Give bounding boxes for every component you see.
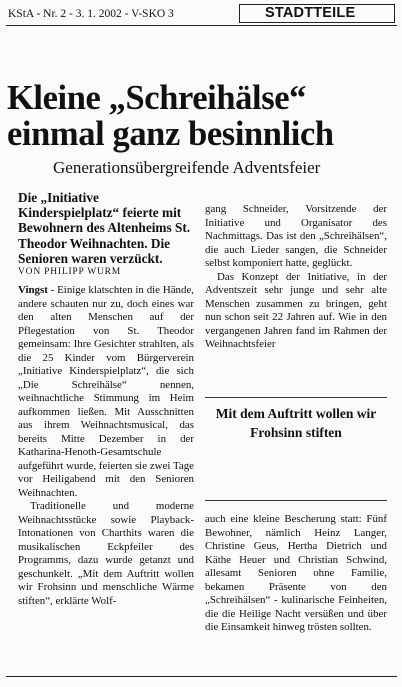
pullquote-rule-bottom bbox=[205, 500, 387, 501]
paragraph-2: Traditionelle und moderne Weihnachtsstücke sowie Playback-Intonationen von Charthits waren die musikalischen Eckpfeiler des Programms, dazu wurde getanzt und geschunkelt. „Mit dem Auftritt wollen wir Frohsinn und menschliche Wärme stiften“, erklärte Wolf- bbox=[18, 500, 194, 607]
article-column-right-top bbox=[205, 203, 387, 352]
headline-line-1: Kleine „Schreihälse“ bbox=[7, 79, 306, 117]
paragraph-5: auch eine kleine Bescherung statt: Fünf Bewohner, nämlich Heinz Langer, Christine Geus, Hertha Dietrich und Käthe Heuer und Christian Schwind, allesamt Senioren ohne Familie, bekamen Präsente von den „Schreihälsen“ - kulinarische Feinheiten, die die Heilige Nacht versüßen und über die Einsamkeit hinweg trösten sollten. bbox=[205, 513, 387, 633]
paragraph-3: gang Schneider, Vorsitzende der Initiative und Organisator des Nachmittags. Das ist den „Schreihälsen“, die auch Lieder sangen, die Schneider selbst komponiert hatte, geglückt. bbox=[205, 203, 387, 269]
header-rule bbox=[6, 25, 397, 26]
paragraph-1-text: - Einige klatschten in die Hände, andere schauten nur zu, doch eines war den alten Menschen auf der Pflegestation von St. Theodor gemeinsam: Ihre Gesichter strahlten, als die 25 Kinder vom Bürgerverein „Initiative Kinderspielplatz“, die sich „Die Schreihälse“ nennen, weihnachtliche Stimmung im Heim aufkommen ließen. Mit Ausschnitten aus ihrem Weihnachtsmusical, das bereits Mitte Dezember in der Katharina-Henoth-Gesamtschule aufgeführt wurde, feierten sie zwei Tage vor Heiligabend mit den Senioren Weihnachten. bbox=[18, 284, 194, 499]
headline-line-2: einmal ganz besinnlich bbox=[7, 115, 334, 153]
article-column-left bbox=[18, 284, 194, 608]
subheadline: Generationsübergreifende Adventsfeier bbox=[53, 158, 321, 177]
paragraph-1 bbox=[18, 284, 194, 500]
paragraph-4: Das Konzept der Initiative, in der Adventszeit sehr junge und sehr alte Menschen zusammen zu bringen, geht nun schon seit 22 Jahren auf. Wie in den vergangenen Jahren fand im Rahmen der Weihnachtsfeier bbox=[205, 270, 387, 350]
bottom-rule bbox=[6, 676, 397, 677]
pullquote-rule-top bbox=[205, 397, 387, 398]
section-label: STADTTEILE bbox=[265, 5, 356, 21]
dateline: Vingst bbox=[18, 284, 48, 296]
lede-paragraph: Die „Initiative Kinderspielplatz“ feierte mit Bewohnern des Altenheims St. Theodor Weihnachten. Die Senioren waren verzückt. bbox=[18, 190, 191, 266]
pullquote: Mit dem Auftritt wollen wir Frohsinn stiften bbox=[215, 406, 377, 440]
article-column-right-bottom bbox=[205, 513, 387, 635]
byline: VON PHILIPP WURM bbox=[18, 267, 122, 277]
newspaper-issue-line: KStA - Nr. 2 - 3. 1. 2002 - V-SKO 3 bbox=[8, 8, 174, 20]
headline bbox=[7, 80, 402, 152]
